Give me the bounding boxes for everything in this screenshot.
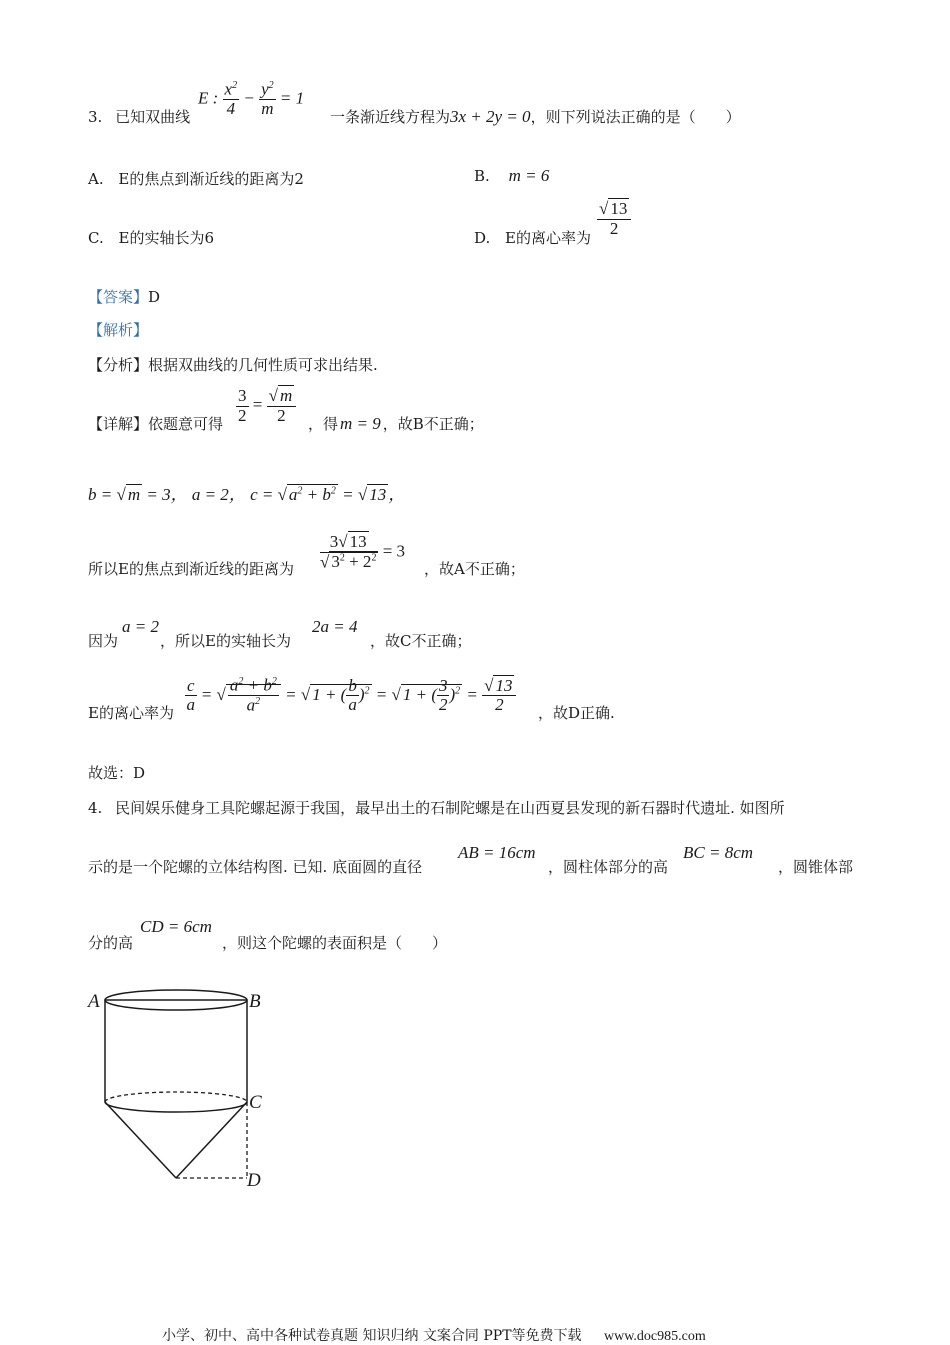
q4-line2b: ，圆柱体部分的高: [548, 858, 669, 876]
label-b: B: [249, 991, 261, 1012]
option-c-text: E的实轴长为6: [118, 229, 214, 247]
xiangjie-rest: [308, 413, 484, 434]
axis-text1: 因为: [88, 632, 119, 650]
ecc-after: ，故D正确.: [538, 704, 615, 722]
option-b-label: B.: [474, 167, 490, 185]
answer-line: [88, 286, 160, 307]
fenxi-line: [88, 354, 378, 375]
q3-asymptote: 3x + 2y = 0: [450, 107, 531, 126]
q3-stem-mid: 一条渐近线方程为: [330, 108, 451, 126]
label-c: C: [249, 1092, 262, 1113]
option-d-text: E的离心率为: [505, 229, 591, 247]
xiangjie-label: 【详解】: [88, 415, 149, 433]
q3-stem-after: ，则下列说法正确的是（ ）: [530, 108, 741, 126]
q4-line1-text: 民间娱乐健身工具陀螺起源于我国，最早出土的石制陀螺是在山西夏县发现的新石器时代遗址. 如图所: [115, 799, 785, 817]
xiangjie-text3: ，故B不正确；: [382, 415, 484, 433]
footer-site[interactable]: www.doc985.com: [603, 1329, 706, 1344]
option-d-label: D.: [474, 229, 491, 247]
dist-text: 所以E的焦点到渐近线的距离为: [88, 560, 294, 578]
q4-line2c: ，圆锥体部: [778, 858, 854, 876]
answer-value: D: [148, 288, 161, 306]
q4-bc: BC = 8cm: [683, 843, 754, 862]
bottom-ellipse-back: [105, 1092, 247, 1102]
xiangjie-text2: ，得: [308, 415, 339, 433]
q4-cd: CD = 6cm: [140, 917, 212, 936]
xiangjie-eq1: $\frac{3}{2}$ = $\frac{√ m}{2}$: [236, 387, 296, 425]
bac-line: b = √ m = 3， a = 2， c = √ $a^2 + b^2$ = √ 13 ，: [88, 485, 406, 504]
q3-number: 3.: [88, 108, 103, 126]
option-c-label: C.: [88, 229, 104, 247]
q3-hyperbola-formula: E : $\frac{x^2}{4}$ − $\frac{y^2}{m}$ = 1: [198, 79, 305, 119]
label-a: A: [88, 991, 100, 1012]
answer-label: 【答案】: [88, 288, 149, 306]
option-b-text: m = 6: [508, 166, 550, 185]
q3-option-a[interactable]: [88, 168, 304, 189]
xiangjie-label-line: [88, 413, 223, 434]
q4-ab: AB = 16cm: [458, 843, 536, 862]
q3-option-b[interactable]: [474, 166, 549, 186]
option-a-label: A.: [88, 170, 104, 188]
axis-eq1: a = 2: [122, 617, 159, 636]
fenxi-text: 根据双曲线的几何性质可求出结果.: [148, 356, 378, 374]
footer: [162, 1325, 706, 1345]
q4-line1: [88, 797, 785, 818]
q3-option-c[interactable]: [88, 227, 214, 248]
ecc-eq: $\frac{c}{a}$ = √ $\frac{a^2 + b^2}{a^2}$ = √ 1 + ( $\frac{b}{a}$ )$^2$ = √ 1 + ( $\frac{3}{2}$ )$^2$ = $\frac{√ 13}{2}$: [185, 676, 516, 716]
xiangjie-eq2: m = 9: [340, 414, 381, 433]
dist-after: ，故A不正确；: [424, 560, 525, 578]
q4-line2a: 示的是一个陀螺的立体结构图. 已知. 底面圆的直径: [88, 858, 423, 876]
cone-right-edge: [176, 1102, 247, 1178]
q3-stem-rest: [330, 106, 741, 127]
choose-line: 故选：D: [88, 764, 146, 782]
q3-stem: [88, 106, 190, 127]
q3-stem-before: 已知双曲线: [115, 108, 191, 126]
q4-line3a: 分的高: [88, 934, 134, 952]
label-d: D: [247, 1170, 261, 1191]
dist-eq: $\frac{3√ 13}{√ 3^2 + 2^2}$ = 3: [320, 532, 406, 572]
q3-option-d[interactable]: [474, 227, 591, 248]
q4-number: 4.: [88, 799, 103, 817]
xiangjie-text1: 依题意可得: [148, 415, 224, 433]
spinning-top-figure: [86, 982, 286, 1192]
axis-eq2: 2a = 4: [312, 617, 358, 636]
axis-line: [88, 630, 118, 651]
footer-text: 小学、初中、高中各种试卷真题 知识归纳 文案合同 PPT等免费下载: [162, 1328, 582, 1344]
option-d-value: $\frac{√ 13}{2}$: [597, 200, 631, 238]
axis-after: ，故C不正确；: [370, 632, 472, 650]
cone-left-edge: [105, 1102, 176, 1178]
fenxi-label: 【分析】: [88, 356, 149, 374]
q4-line3b: ，则这个陀螺的表面积是（ ）: [222, 934, 448, 952]
option-a-text: E的焦点到渐近线的距离为2: [118, 170, 304, 188]
analysis-label: 【解析】: [88, 321, 149, 339]
bottom-ellipse-front: [105, 1102, 247, 1112]
ecc-text: E的离心率为: [88, 704, 174, 722]
axis-text2: ，所以E的实轴长为: [160, 632, 291, 650]
